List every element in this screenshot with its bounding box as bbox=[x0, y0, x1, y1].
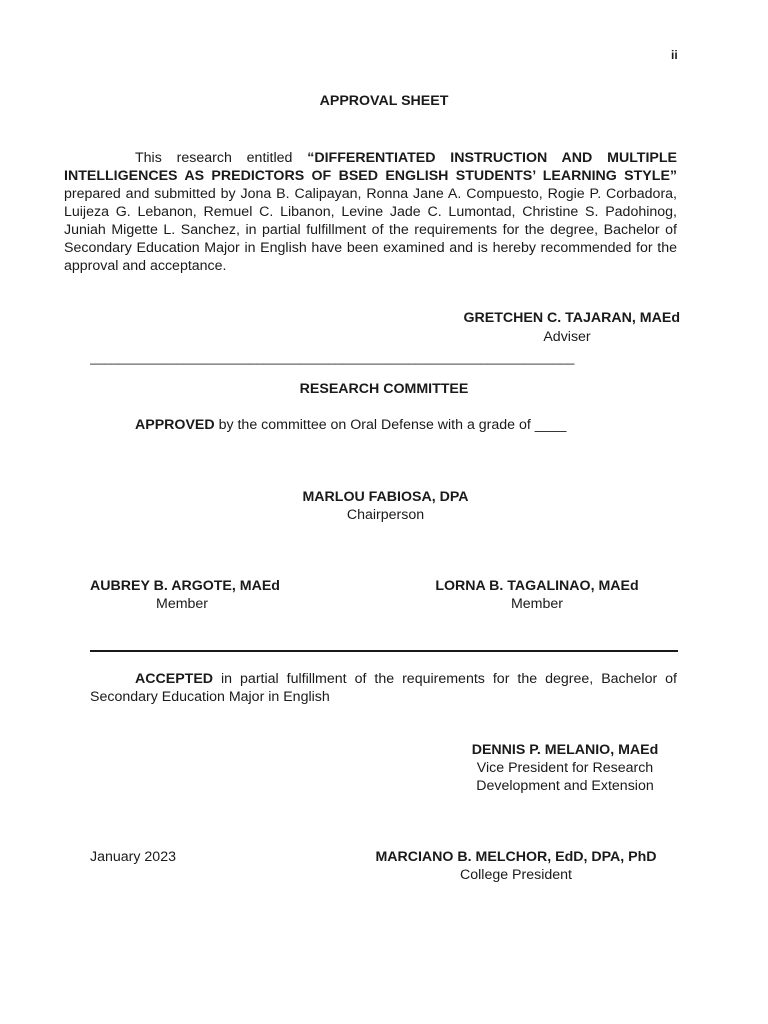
adviser-block bbox=[440, 309, 680, 327]
intro-body: prepared and submitted by Jona B. Calipayan, Ronna Jane A. Compuesto, Rogie P. Corbadora, Luijeza G. Lebanon, Remuel C. Libanon, Levine Jade C. Lumontad, Christine S. Padohinog, Juniah Migette L. Sanchez, in partial fulfillment of the requirements for the degree, Bachelor of Secondary Education Major in English have been examined and is hereby recommended for the approval and acceptance. bbox=[64, 186, 677, 274]
adviser-role-block bbox=[467, 328, 667, 346]
member-left-role: Member bbox=[156, 596, 209, 612]
approved-line bbox=[135, 417, 566, 433]
intro-lead: This research entitled bbox=[135, 150, 308, 166]
vp-name: DENNIS P. MELANIO, MAEd bbox=[471, 742, 659, 758]
research-title: “DIFFERENTIATED INSTRUCTION AND MULTIPLE INTELLIGENCES AS PREDICTORS OF BSED ENGLISH STUDENTS’ LEARNING STYLE” bbox=[64, 150, 678, 184]
page-title: APPROVAL SHEET bbox=[319, 93, 449, 109]
president-block bbox=[352, 848, 680, 884]
page-number: ii bbox=[671, 48, 678, 62]
intro-paragraph bbox=[64, 149, 677, 275]
member-right-block bbox=[412, 577, 662, 613]
accepted-word: ACCEPTED bbox=[135, 671, 214, 687]
vp-role-line1: Vice President for Research bbox=[476, 760, 654, 776]
approved-text: by the committee on Oral Defense with a grade of ____ bbox=[214, 417, 567, 433]
president-name: MARCIANO B. MELCHOR, EdD, DPA, PhD bbox=[375, 849, 657, 865]
chair-block bbox=[268, 488, 503, 524]
member-left-name: AUBREY B. ARGOTE, MAEd bbox=[90, 578, 280, 594]
adviser-name: GRETCHEN C. TAJARAN, MAEd bbox=[463, 310, 680, 326]
vp-block bbox=[450, 741, 680, 795]
vp-role-line2: Development and Extension bbox=[476, 778, 654, 794]
member-right-role: Member bbox=[510, 596, 564, 612]
acceptance-text: in partial fulfillment of the requirements for the degree, Bachelor of Secondary Education Major in English bbox=[90, 671, 677, 705]
date: January 2023 bbox=[90, 849, 176, 865]
adviser-role: Adviser bbox=[543, 329, 591, 345]
dashed-divider: ___________________________________________________________________ bbox=[90, 350, 575, 365]
committee-heading: RESEARCH COMMITTEE bbox=[299, 381, 469, 397]
approved-word: APPROVED bbox=[135, 417, 215, 433]
member-right-name: LORNA B. TAGALINAO, MAEd bbox=[435, 578, 639, 594]
chair-role: Chairperson bbox=[346, 507, 425, 523]
acceptance-paragraph bbox=[90, 670, 677, 706]
member-left-block bbox=[90, 577, 280, 613]
president-role: College President bbox=[460, 867, 572, 883]
chair-name: MARLOU FABIOSA, DPA bbox=[302, 489, 469, 505]
solid-divider bbox=[90, 650, 678, 652]
